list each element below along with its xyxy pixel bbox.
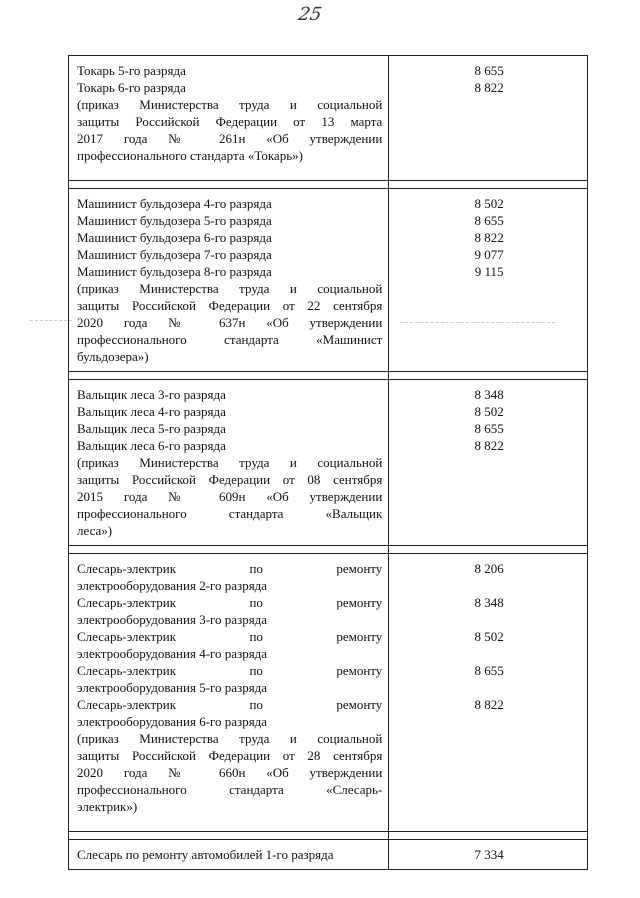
spacer-cell xyxy=(69,546,389,554)
profession-line: Машинист бульдозера 4-го разряда xyxy=(77,196,272,211)
wage-value: 9 077 xyxy=(474,247,504,262)
profession-line: Слесарь-электрик по ремонту xyxy=(77,561,383,576)
profession-cell xyxy=(69,840,389,870)
spacer-cell xyxy=(389,832,588,840)
wage-value: 8 502 xyxy=(474,196,504,211)
profession-line: Вальщик леса 6-го разряда xyxy=(77,438,226,453)
order-line: бульдозера») xyxy=(77,349,149,364)
order-line: 2017 года № 261н «Об утверждении xyxy=(77,131,383,146)
profession-line: Слесарь-электрик по ремонту xyxy=(77,663,383,678)
profession-line: Вальщик леса 3-го разряда xyxy=(77,387,226,402)
spacer-cell xyxy=(69,832,389,840)
wage-cell xyxy=(389,56,588,181)
profession-line: Машинист бульдозера 6-го разряда xyxy=(77,230,272,245)
profession-line: Машинист бульдозера 7-го разряда xyxy=(77,247,272,262)
spacer-cell xyxy=(389,546,588,554)
order-line: профессионального стандарта «Вальщик xyxy=(77,506,383,521)
order-line: защиты Российской Федерации от 08 сентября xyxy=(77,472,383,487)
profession-cell xyxy=(69,189,389,372)
spacer-cell xyxy=(389,372,588,380)
table-row-tokar xyxy=(69,56,588,181)
table-row-bulldozer xyxy=(69,189,588,372)
spacer-cell xyxy=(69,372,389,380)
profession-line: Слесарь-электрик по ремонту xyxy=(77,697,383,712)
profession-line: электрооборудования 3-го разряда xyxy=(77,612,268,627)
spacer-row xyxy=(69,832,588,840)
profession-line: Токарь 6-го разряда xyxy=(77,80,186,95)
wage-value: 8 206 xyxy=(474,561,504,576)
order-line: (приказ Министерства труда и социальной xyxy=(77,281,383,296)
scan-artifact-line xyxy=(30,320,72,321)
wage-value: 8 348 xyxy=(474,595,504,610)
order-line: (приказ Министерства труда и социальной xyxy=(77,97,383,112)
value-gap xyxy=(397,577,581,594)
wage-value: 8 348 xyxy=(474,387,504,402)
wage-value: 9 115 xyxy=(474,264,504,279)
wage-value: 7 334 xyxy=(474,847,504,862)
profession-line: электрооборудования 2-го разряда xyxy=(77,578,268,593)
order-line: профессионального стандарта «Слесарь- xyxy=(77,782,383,797)
profession-line: Слесарь-электрик по ремонту xyxy=(77,629,383,644)
profession-line: Машинист бульдозера 8-го разряда xyxy=(77,264,272,279)
order-line: 2020 года № 660н «Об утверждении xyxy=(77,765,383,780)
table-row-logger xyxy=(69,380,588,546)
profession-line: электрооборудования 5-го разряда xyxy=(77,680,268,695)
value-gap xyxy=(397,679,581,696)
order-line: профессионального стандарта «Токарь») xyxy=(77,148,303,163)
profession-line: Токарь 5-го разряда xyxy=(77,63,186,78)
wage-value: 8 502 xyxy=(474,404,504,419)
wage-table xyxy=(68,55,588,870)
spacer-row xyxy=(69,546,588,554)
page-number: 25 xyxy=(296,4,324,25)
table-row-electrician xyxy=(69,554,588,832)
value-gap xyxy=(397,645,581,662)
profession-cell xyxy=(69,56,389,181)
order-line: защиты Российской Федерации от 28 сентября xyxy=(77,748,383,763)
profession-line: Вальщик леса 5-го разряда xyxy=(77,421,226,436)
order-line: леса») xyxy=(77,523,113,538)
wage-value: 8 822 xyxy=(474,697,504,712)
profession-line: Машинист бульдозера 5-го разряда xyxy=(77,213,272,228)
spacer-cell xyxy=(389,181,588,189)
order-line: электрик») xyxy=(77,799,138,814)
profession-cell xyxy=(69,554,389,832)
profession-line: Слесарь-электрик по ремонту xyxy=(77,595,383,610)
wage-cell xyxy=(389,840,588,870)
wage-cell xyxy=(389,554,588,832)
wage-value: 8 655 xyxy=(474,663,504,678)
order-line: (приказ Министерства труда и социальной xyxy=(77,455,383,470)
wage-value: 8 655 xyxy=(474,63,504,78)
wage-value: 8 502 xyxy=(474,629,504,644)
value-gap xyxy=(397,611,581,628)
order-line: 2020 года № 637н «Об утверждении xyxy=(77,315,383,330)
wage-cell xyxy=(389,380,588,546)
table-row-car-mechanic xyxy=(69,840,588,870)
order-line: защиты Российской Федерации от 13 марта xyxy=(77,114,383,129)
spacer-row xyxy=(69,181,588,189)
wage-value: 8 655 xyxy=(474,421,504,436)
order-line: (приказ Министерства труда и социальной xyxy=(77,731,383,746)
wage-value: 8 655 xyxy=(474,213,504,228)
wage-value: 8 822 xyxy=(474,80,504,95)
wage-value: 8 822 xyxy=(474,230,504,245)
spacer-row xyxy=(69,372,588,380)
wage-value: 8 822 xyxy=(474,438,504,453)
profession-line: электрооборудования 6-го разряда xyxy=(77,714,268,729)
profession-line: электрооборудования 4-го разряда xyxy=(77,646,268,661)
spacer-cell xyxy=(69,181,389,189)
profession-cell xyxy=(69,380,389,546)
wage-cell xyxy=(389,189,588,372)
order-line: профессионального стандарта «Машинист xyxy=(77,332,383,347)
order-line: защиты Российской Федерации от 22 сентября xyxy=(77,298,383,313)
profession-line: Вальщик леса 4-го разряда xyxy=(77,404,226,419)
order-line: 2015 года № 609н «Об утверждении xyxy=(77,489,383,504)
profession-line: Слесарь по ремонту автомобилей 1-го разряда xyxy=(77,847,334,862)
